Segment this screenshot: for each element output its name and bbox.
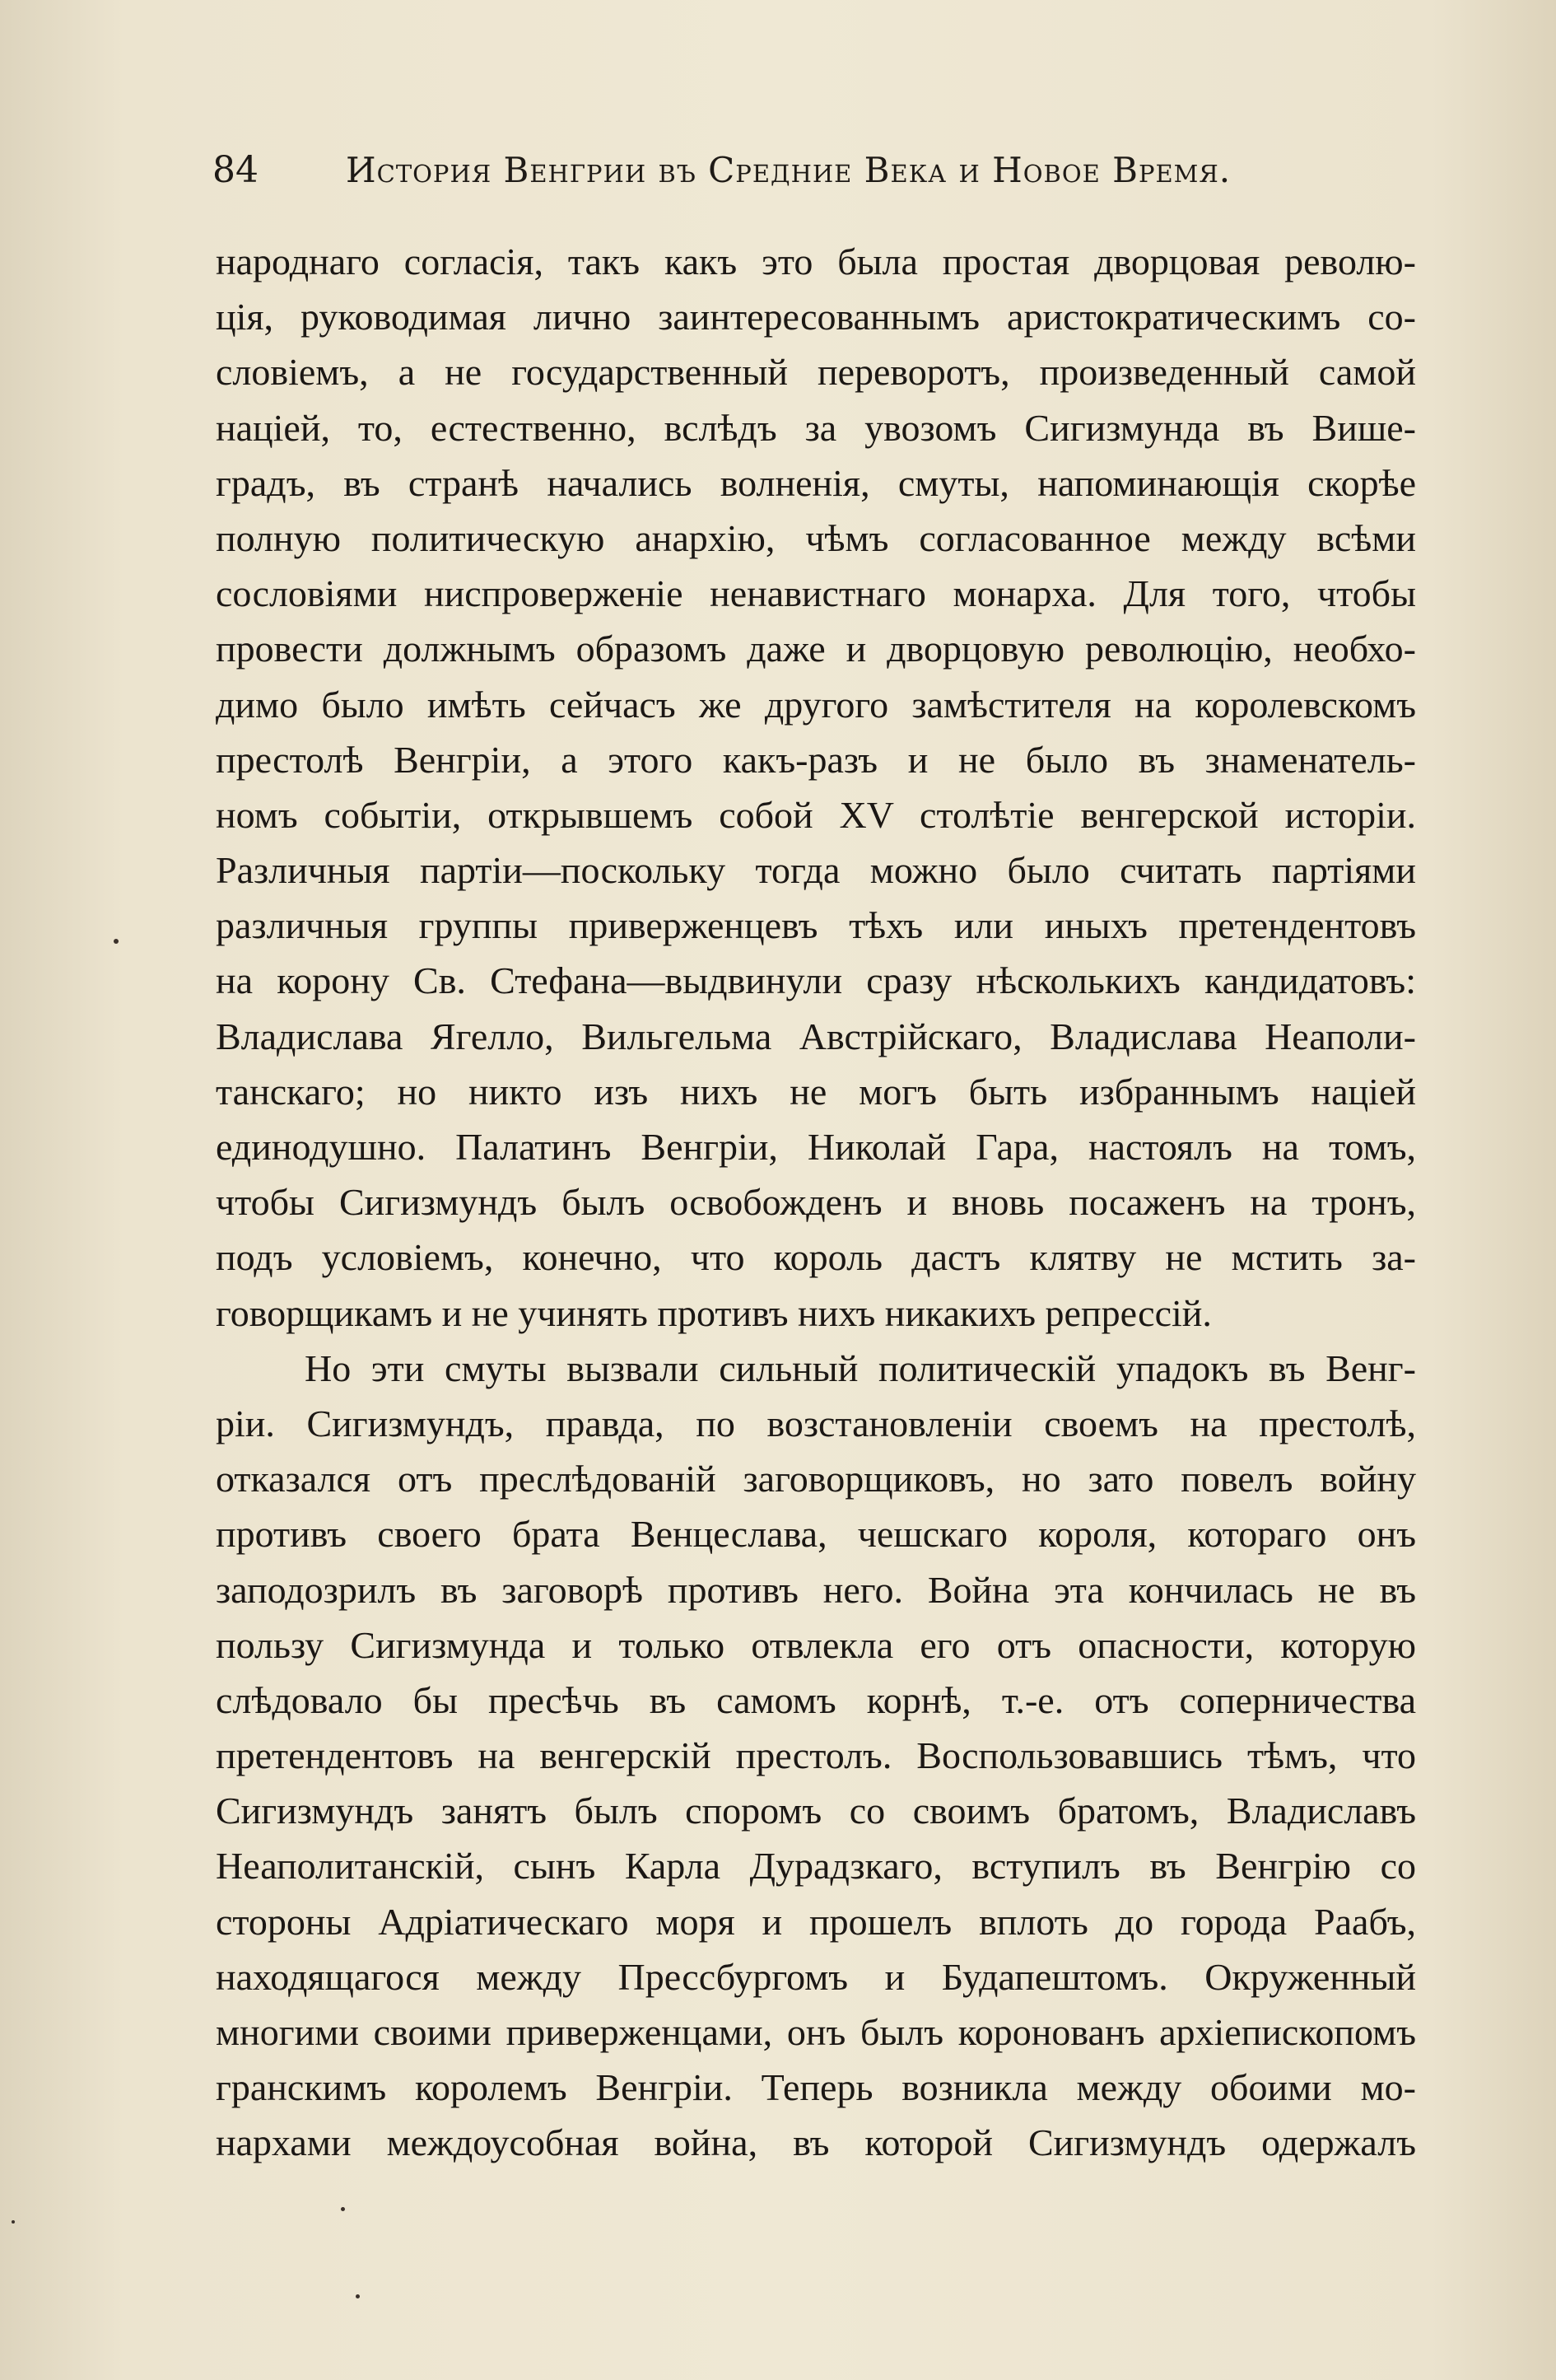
text-line: полную политическую анархію, чѣмъ согласованное между всѣми — [216, 516, 1416, 559]
running-title: История Венгрии въ Средние Века и Новое Время. — [346, 150, 1232, 190]
ink-speck — [114, 939, 119, 944]
text-line: градъ, въ странѣ начались волненія, смуты, напоминающія скорѣе — [216, 461, 1416, 504]
text-line: Сигизмундъ занятъ былъ споромъ со своимъ братомъ, Владиславъ — [216, 1790, 1416, 1832]
text-line: пользу Сигизмунда и только отвлекла его отъ опасности, которую — [216, 1623, 1416, 1666]
paragraph-2 — [216, 1341, 1416, 2171]
text-line: заподозрилъ въ заговорѣ противъ него. Война эта кончилась не въ — [216, 1568, 1416, 1611]
text-line: димо было имѣть сейчасъ же другого замѣстителя на королевскомъ — [216, 683, 1416, 726]
text-line: народнаго согласія, такъ какъ это была простая дворцовая револю- — [216, 240, 1416, 282]
text-line: претендентовъ на венгерскій престолъ. Воспользовавшись тѣмъ, что — [216, 1734, 1416, 1777]
text-line: престолѣ Венгріи, а этого какъ-разъ и не было въ знаменатель- — [216, 738, 1416, 781]
body-text — [216, 234, 1416, 2171]
ink-speck — [356, 2294, 360, 2298]
text-line: Владислава Ягелло, Вильгельма Австрійскаго, Владислава Неаполи- — [216, 1015, 1416, 1057]
text-line: танскаго; но никто изъ нихъ не могъ быть избраннымъ націей — [216, 1070, 1416, 1113]
text-line: многими своими приверженцами, онъ былъ коронованъ архіепископомъ — [216, 2011, 1416, 2053]
text-line: Различныя партіи—поскольку тогда можно было считать партіями — [216, 849, 1416, 892]
text-line: чтобы Сигизмундъ былъ освобожденъ и вновь посаженъ на тронъ, — [216, 1181, 1416, 1224]
text-line: націей, то, естественно, вслѣдъ за увозомъ Сигизмунда въ Више- — [216, 406, 1416, 449]
text-line: Но эти смуты вызвали сильный политическій упадокъ въ Венг- — [305, 1346, 1416, 1389]
text-line: находящагося между Прессбургомъ и Будапештомъ. Окруженный — [216, 1955, 1416, 1998]
text-line: провести должнымъ образомъ даже и дворцовую революцію, необхо- — [216, 628, 1416, 670]
paragraph-1 — [216, 234, 1416, 1341]
text-line: говорщикамъ и не учинять противъ нихъ никакихъ репрессій. — [216, 1291, 1212, 1334]
text-line: Неаполитанскій, сынъ Карла Дурадзкаго, вступилъ въ Венгрію со — [216, 1845, 1416, 1888]
page-number: 84 — [212, 149, 259, 191]
text-line: словіемъ, а не государственный переворотъ, произведенный самой — [216, 351, 1416, 394]
page-header — [212, 142, 1431, 199]
text-line: стороны Адріатическаго моря и прошелъ вплоть до города Раабъ, — [216, 1900, 1416, 1943]
text-line: номъ событіи, открывшемъ собой XV столѣтіе венгерской исторіи. — [216, 793, 1416, 836]
ink-speck — [12, 2220, 15, 2224]
text-line: сословіями ниспроверженіе ненавистнаго монарха. Для того, чтобы — [216, 572, 1416, 615]
text-line: ція, руководимая лично заинтересованнымъ аристократическимъ со- — [216, 296, 1416, 338]
text-line: единодушно. Палатинъ Венгріи, Николай Гара, настоялъ на томъ, — [216, 1126, 1416, 1168]
text-line: гранскимъ королемъ Венгріи. Теперь возникла между обоими мо- — [216, 2066, 1416, 2109]
text-line: слѣдовало бы пресѣчь въ самомъ корнѣ, т.-е. отъ соперничества — [216, 1678, 1416, 1721]
ink-speck — [341, 2207, 345, 2211]
text-line: различныя группы приверженцевъ тѣхъ или иныхъ претендентовъ — [216, 904, 1416, 947]
text-line: противъ своего брата Венцеслава, чешскаго короля, котораго онъ — [216, 1513, 1416, 1556]
text-line: нархами междоусобная война, въ которой Сигизмундъ одержалъ — [216, 2121, 1416, 2164]
text-line: на корону Св. Стефана—выдвинули сразу нѣсколькихъ кандидатовъ: — [216, 959, 1416, 1002]
text-line: ріи. Сигизмундъ, правда, по возстановленіи своемъ на престолѣ, — [216, 1402, 1416, 1444]
text-line: подъ условіемъ, конечно, что король дастъ клятву не мстить за- — [216, 1236, 1416, 1279]
text-line: отказался отъ преслѣдованій заговорщиковъ, но зато повелъ войну — [216, 1458, 1416, 1500]
